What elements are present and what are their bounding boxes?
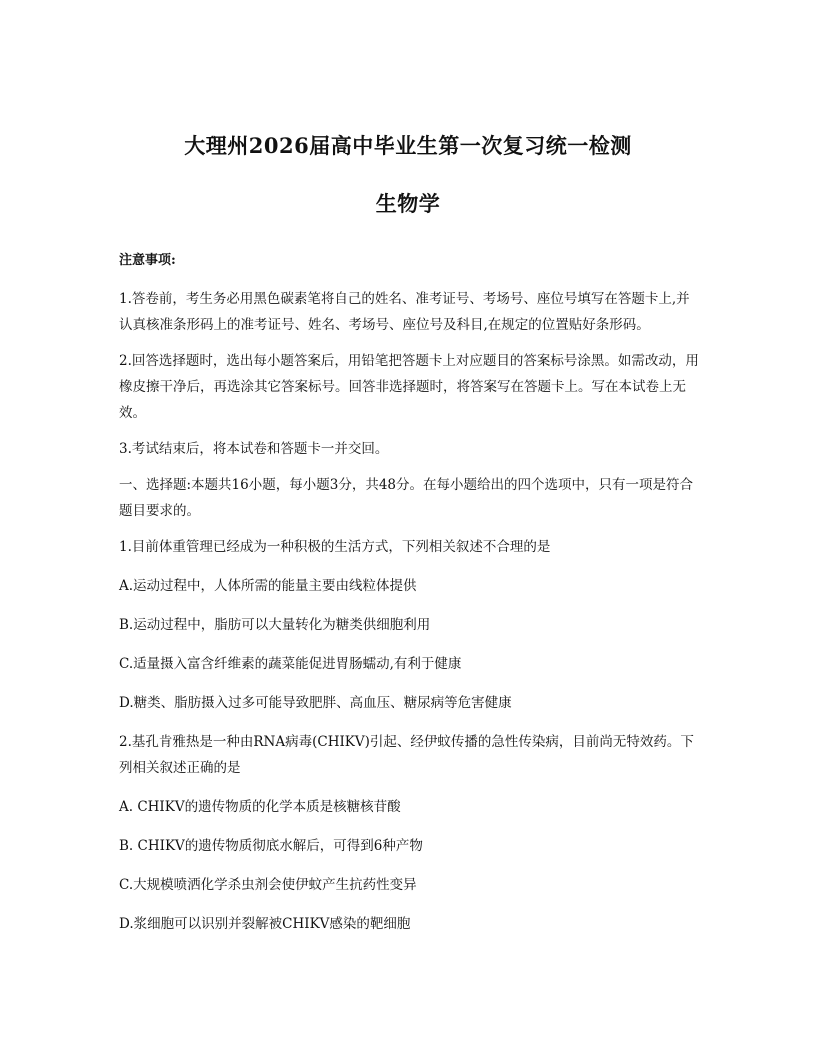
question-1-option-d: D.糖类、脂肪摄入过多可能导致肥胖、高血压、糖尿病等危害健康 bbox=[119, 695, 512, 711]
question-2-stem: 2.基孔肯雅热是一种由RNA病毒(CHIKV)引起、经伊蚊传播的急性传染病，目前尚无特效药。下列相关叙述正确的是 bbox=[119, 734, 694, 776]
question-2-option-a: A. CHIKV的遗传物质的化学本质是核糖核苷酸 bbox=[119, 799, 401, 815]
notice-item-1: 1.答卷前，考生务必用黑色碳素笔将自己的姓名、准考证号、考场号、座位号填写在答题卡上,并认真核准条形码上的准考证号、姓名、考场号、座位号及科目,在规定的位置贴好条形码。 bbox=[119, 291, 690, 333]
question-2-option-d: D.浆细胞可以识别并裂解被CHIKV感染的靶细胞 bbox=[119, 916, 411, 932]
question-1-stem: 1.目前体重管理已经成为一种积极的生活方式，下列相关叙述不合理的是 bbox=[119, 539, 551, 555]
exam-title: 大理州2026届高中毕业生第一次复习统一检测 bbox=[184, 133, 632, 158]
question-2-option-c: C.大规模喷洒化学杀虫剂会使伊蚊产生抗药性变异 bbox=[119, 877, 417, 893]
question-1-option-c: C.适量摄入富含纤维素的蔬菜能促进胃肠蠕动,有利于健康 bbox=[119, 656, 462, 672]
notice-item-3: 3.考试结束后，将本试卷和答题卡一并交回。 bbox=[119, 441, 389, 457]
subject-title: 生物学 bbox=[375, 191, 441, 216]
exam-content bbox=[119, 248, 699, 950]
question-2-option-b: B. CHIKV的遗传物质彻底水解后，可得到6种产物 bbox=[119, 838, 423, 854]
question-1-option-b: B.运动过程中，脂肪可以大量转化为糖类供细胞利用 bbox=[119, 617, 431, 633]
notice-item-2: 2.回答选择题时，选出每小题答案后，用铅笔把答题卡上对应题目的答案标号涂黑。如需改动，用橡皮擦干净后，再选涂其它答案标号。回答非选择题时，将答案写在答题卡上。写在本试卷上无效。 bbox=[119, 353, 699, 421]
question-1-option-a: A.运动过程中，人体所需的能量主要由线粒体提供 bbox=[119, 578, 417, 594]
section-intro: 一、选择题:本题共16小题，每小题3分，共48分。在每小题给出的四个选项中，只有一项是符合题目要求的。 bbox=[119, 477, 693, 519]
notice-heading: 注意事项: bbox=[119, 253, 176, 268]
